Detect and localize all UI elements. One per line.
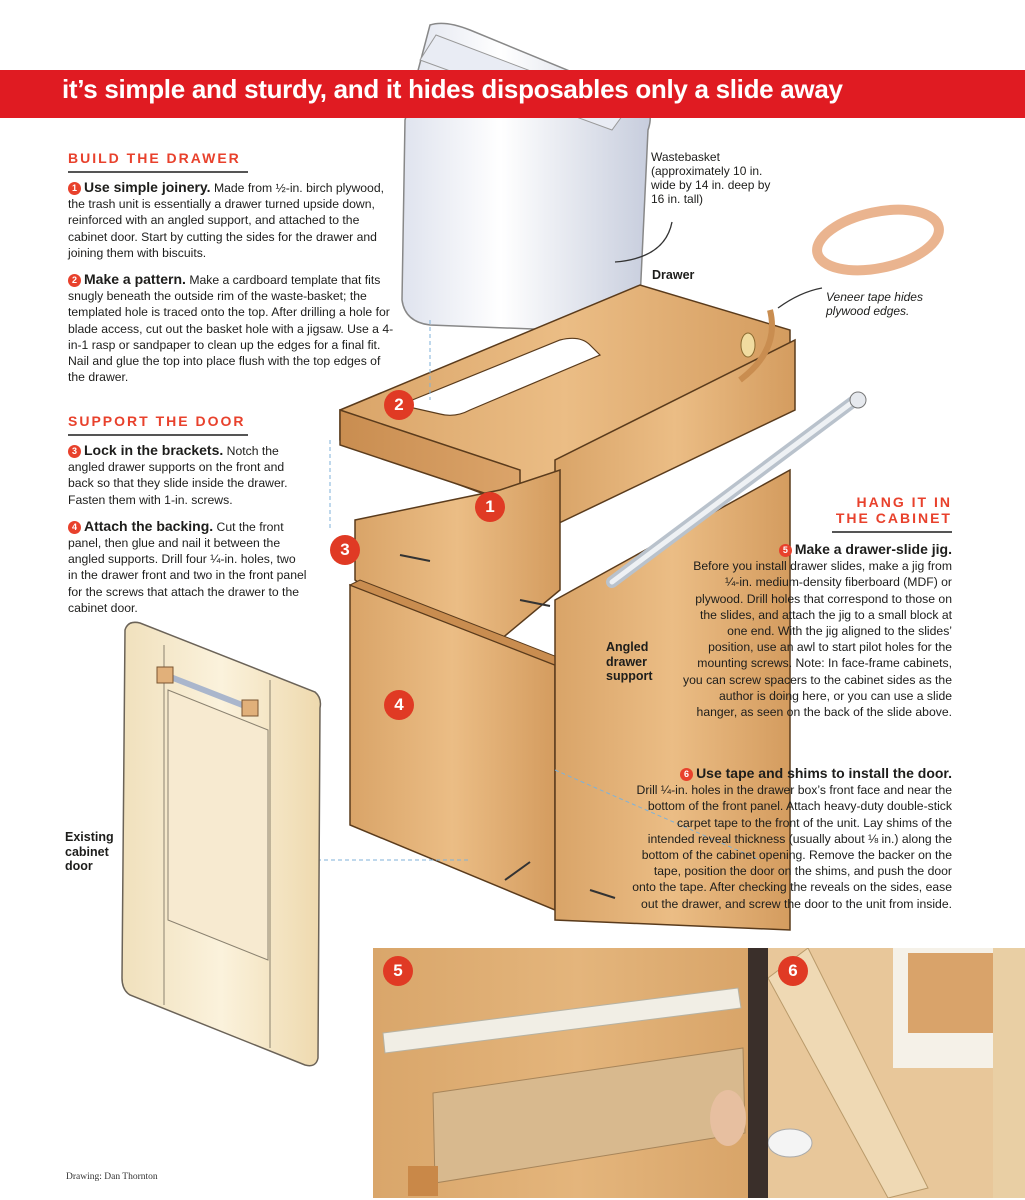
step-body: Make a cardboard template that fits snugly beneath the outside rim of the waste-basket; the templated hole is traced onto the top. After drilling a hole for blade access, cut out the basket hole with a jigsaw. Use a 4-in-1 rasp or sandpaper to clean up the edges for a final fit. Nail and glue the top into place flush with the top edges of the drawer. xyxy=(68,273,394,385)
section-heading: SUPPORT THE DOOR xyxy=(68,413,246,429)
step-number-badge: 3 xyxy=(68,445,81,458)
step-3 xyxy=(68,442,308,508)
step-body: Before you install drawer slides, make a jig from ¼-in. medium-density fiberboard (MDF) or plywood. Drill holes that correspond to those on the slides, and attach the jig to a small block at one end. With the jig aligned to the slides’ position, use an awl to start pilot holes for the mounting screws. Note: In face-frame cabinets, you can screw spacers to the cabinet sides as the author is doing here, or you can use a slide hanger, as seen on the back of the slide above. xyxy=(683,559,952,720)
callout-drawer: Drawer xyxy=(652,268,695,282)
step-number-badge: 2 xyxy=(68,274,81,287)
step-body: Cut the front panel, then glue and nail it between the angled supports. Drill four ¼-in. holes, two in the drawer front and two in the front panel for the screws that attach the drawer to the cabinet door. xyxy=(68,519,307,615)
marker-2: 2 xyxy=(384,390,414,420)
marker-3: 3 xyxy=(330,535,360,565)
photo-6-label: 6 xyxy=(778,956,808,986)
section-rule xyxy=(68,171,248,173)
step-1 xyxy=(68,179,398,261)
section-rule xyxy=(832,531,952,533)
step-5 xyxy=(680,541,952,720)
section-heading-line1: HANG IT IN xyxy=(856,494,952,510)
section-heading: BUILD THE DRAWER xyxy=(68,150,241,166)
step-4 xyxy=(68,518,308,616)
section-heading-line2: THE CABINET xyxy=(835,510,952,526)
step-title: Make a drawer-slide jig. xyxy=(794,541,952,557)
step-number-badge: 1 xyxy=(68,182,81,195)
drawing-credit: Drawing: Dan Thornton xyxy=(66,1172,158,1182)
step-number-badge: 4 xyxy=(68,521,81,534)
step-title: Make a pattern. xyxy=(84,271,186,288)
step-body: Made from ½-in. birch plywood, the trash unit is essentially a drawer turned upside down, reinforced with an angled support, and attached to the cabinet door. Start by cutting the sides for the drawer and joining them with biscuits. xyxy=(68,181,384,260)
step-2 xyxy=(68,271,398,385)
step-6 xyxy=(630,765,952,912)
callout-existing-door: Existing cabinet door xyxy=(65,830,114,873)
photo-5-image xyxy=(373,948,783,1198)
step-title: Use tape and shims to install the door. xyxy=(696,765,952,781)
callout-angled-support: Angled drawer support xyxy=(606,640,653,683)
section-hang-cabinet xyxy=(680,494,952,539)
step-title: Use simple joinery. xyxy=(84,179,211,195)
step-title: Lock in the brackets. xyxy=(84,442,224,458)
photo-6-tape-and-shims xyxy=(768,948,1025,1198)
step-body: Notch the angled drawer supports on the front and back so that they slide inside the drawer. Fasten them with 1-in. screws. xyxy=(68,444,288,507)
section-rule xyxy=(68,434,248,436)
step-number-badge: 6 xyxy=(680,768,693,781)
step-number-badge: 5 xyxy=(779,544,792,557)
section-build-drawer xyxy=(68,150,398,385)
callout-veneer-tape: Veneer tape hides plywood edges. xyxy=(826,290,923,318)
marker-4: 4 xyxy=(384,690,414,720)
section-support-door xyxy=(68,413,308,616)
callout-wastebasket: Wastebasket (approximately 10 in. wide by 14 in. deep by 16 in. tall) xyxy=(651,150,771,206)
step-body: Drill ¼-in. holes in the drawer box’s front face and near the bottom of the front panel. Attach heavy-duty double-stick carpet tape to the front of the unit. Lay shims of the intended reveal thickness (usually about ⅛ in.) along the bottom of the cabinet opening. Remove the backer on the tape, position the door on the shims, and push the door onto the tape. After checking the reveals on the sides, ease out the drawer, and screw the door to the unit from inside. xyxy=(632,783,952,911)
photo-6-image xyxy=(768,948,1025,1198)
step-title: Attach the backing. xyxy=(84,517,214,534)
marker-1: 1 xyxy=(475,492,505,522)
photo-5-label: 5 xyxy=(383,956,413,986)
page-title: it’s simple and sturdy, and it hides disposables only a slide away xyxy=(62,74,843,104)
